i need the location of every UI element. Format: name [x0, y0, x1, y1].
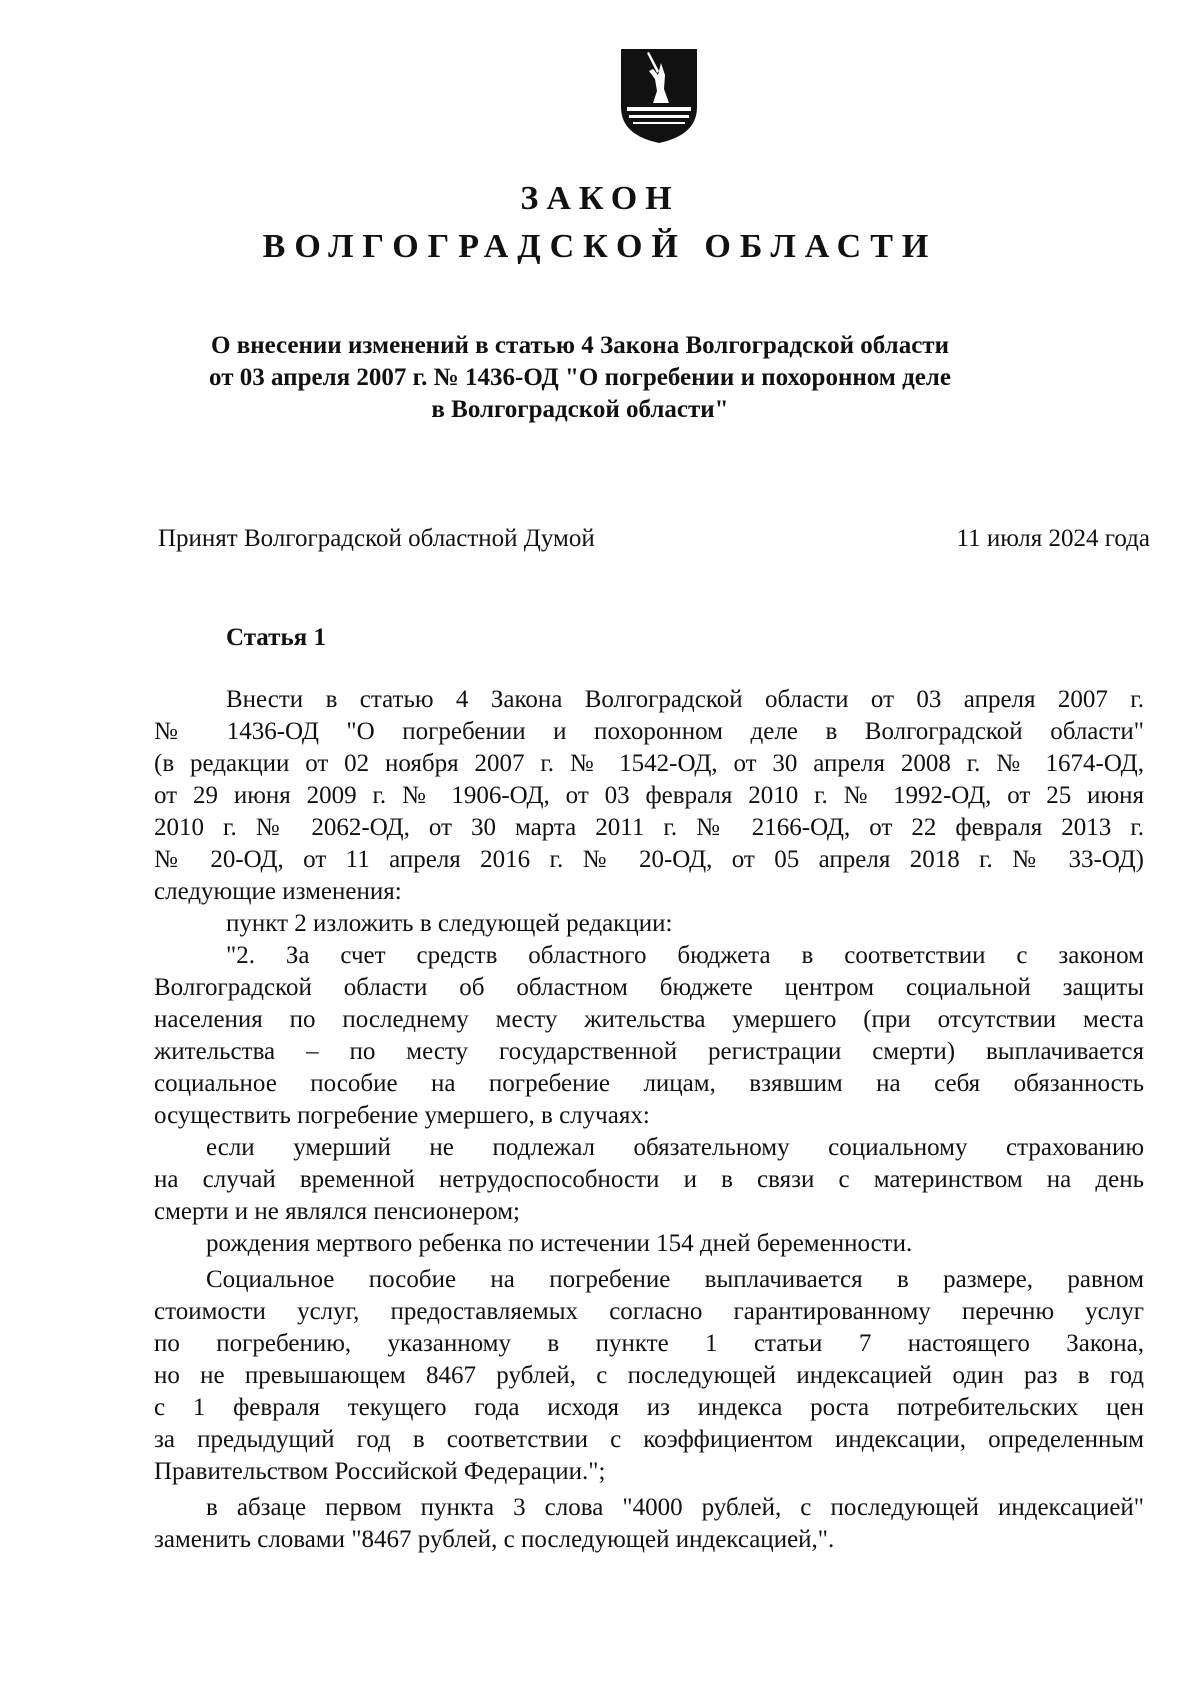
body-line: 2010 г. № 2062-ОД, от 30 марта 2011 г. № 2166-ОД, от 22 февраля 2013 г.	[154, 814, 1144, 841]
subtitle-line: от 03 апреля 2007 г. № 1436-ОД "О погребении и похоронном деле	[209, 364, 951, 391]
body-line: Волгоградской области об областном бюджете центром социальной защиты	[154, 974, 1144, 1001]
body-line: Правительством Российской Федерации.";	[154, 1458, 606, 1485]
document-title: ЗАКОН	[520, 180, 680, 217]
body-line: населения по последнему месту жительства умершего (при отсутствии места	[154, 1006, 1144, 1033]
body-line: заменить словами "8467 рублей, с последующей индексацией,".	[154, 1526, 835, 1553]
body-line: (в редакции от 02 ноября 2007 г. № 1542-ОД, от 30 апреля 2008 г. № 1674-ОД,	[154, 750, 1144, 777]
adopted-by: Принят Волгоградской областной Думой	[158, 525, 595, 552]
article-heading: Статья 1	[226, 624, 326, 651]
body-line: по погребению, указанному в пункте 1 статьи 7 настоящего Закона,	[154, 1330, 1144, 1357]
adopted-date: 11 июля 2024 года	[956, 525, 1150, 552]
body-line: "2. За счет средств областного бюджета в соответствии с законом	[226, 942, 1144, 969]
body-line: следующие изменения:	[154, 878, 402, 905]
document-region: ВОЛГОГРАДСКОЙ ОБЛАСТИ	[262, 228, 938, 265]
body-line: осуществить погребение умершего, в случаях:	[154, 1102, 650, 1129]
law-subtitle	[160, 330, 1000, 426]
subtitle-line: в Волгоградской области"	[431, 396, 729, 423]
body-line: за предыдущий год в соответствии с коэффициентом индексации, определенным	[154, 1426, 1144, 1453]
body-line: если умерший не подлежал обязательному социальному страхованию	[206, 1134, 1144, 1161]
body-line: в абзаце первом пункта 3 слова "4000 рублей, с последующей индексацией"	[206, 1494, 1144, 1521]
body-line: от 29 июня 2009 г. № 1906-ОД, от 03 февраля 2010 г. № 1992-ОД, от 25 июня	[154, 782, 1144, 809]
volgograd-coat-of-arms-icon	[617, 45, 701, 145]
adoption-line	[158, 522, 1150, 556]
body-line: стоимости услуг, предоставляемых согласно гарантированному перечню услуг	[154, 1298, 1144, 1325]
subtitle-line: О внесении изменений в статью 4 Закона Волгоградской области	[211, 332, 949, 359]
body-line: но не превышающем 8467 рублей, с последующей индексацией один раз в год	[154, 1362, 1144, 1389]
body-line: пункт 2 изложить в следующей редакции:	[226, 910, 673, 937]
body-line: № 20-ОД, от 11 апреля 2016 г. № 20-ОД, от 05 апреля 2018 г. № 33-ОД)	[154, 846, 1144, 873]
body-line: социальное пособие на погребение лицам, взявшим на себя обязанность	[154, 1070, 1144, 1097]
body-line: Внести в статью 4 Закона Волгоградской области от 03 апреля 2007 г.	[226, 686, 1144, 713]
body-line: рождения мертвого ребенка по истечении 154 дней беременности.	[206, 1230, 913, 1257]
body-line: жительства – по месту государственной регистрации смерти) выплачивается	[154, 1038, 1144, 1065]
body-line: № 1436-ОД "О погребении и похоронном деле в Волгоградской области"	[154, 718, 1144, 745]
body-line: смерти и не являлся пенсионером;	[154, 1198, 520, 1225]
body-line: с 1 февраля текущего года исходя из индекса роста потребительских цен	[154, 1394, 1144, 1421]
body-line: на случай временной нетрудоспособности и в связи с материнством на день	[154, 1166, 1144, 1193]
body-line: Социальное пособие на погребение выплачивается в размере, равном	[206, 1266, 1144, 1293]
article-body	[154, 684, 1144, 1556]
